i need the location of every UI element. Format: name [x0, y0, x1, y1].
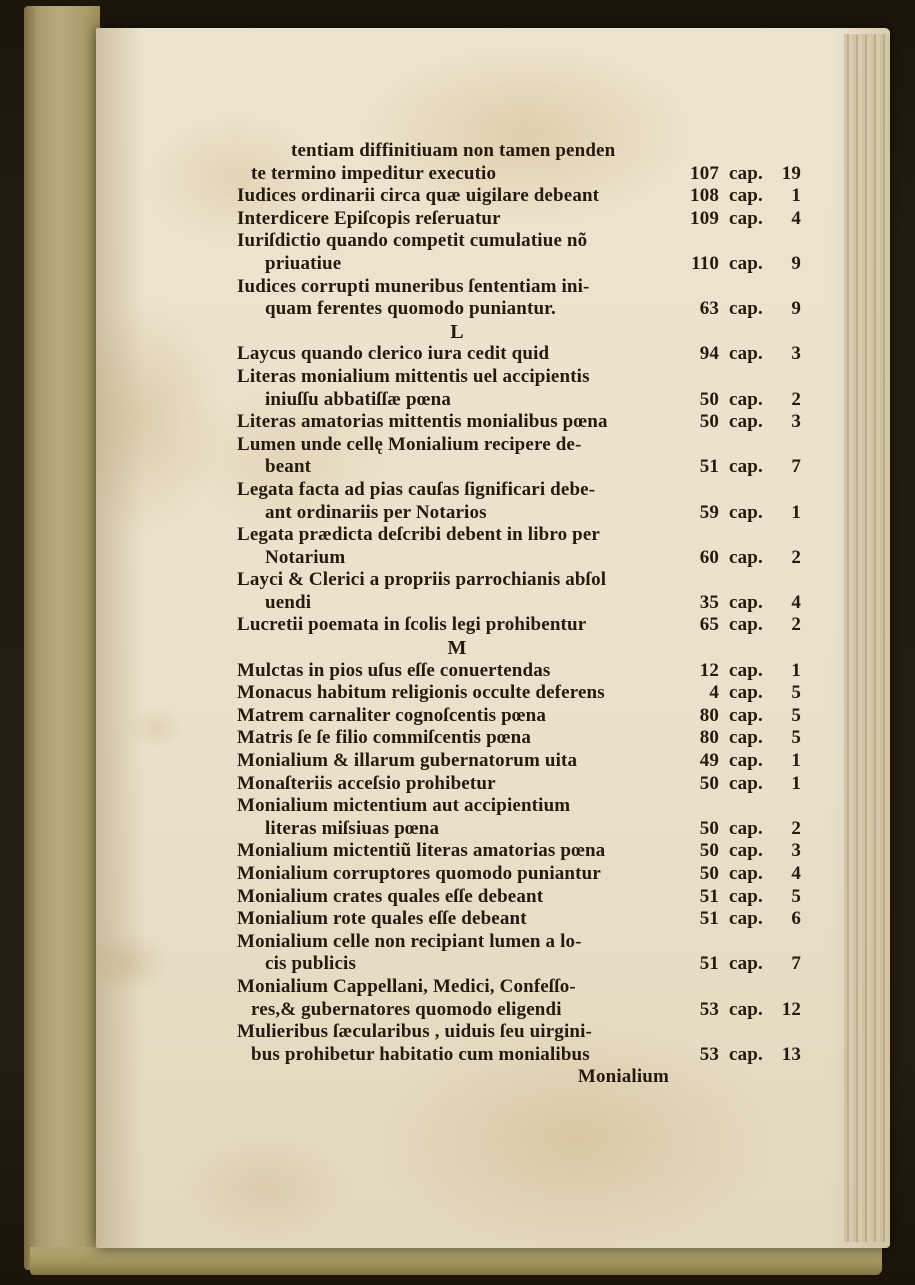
entry-chapter-number: 7: [791, 953, 801, 975]
entry-cap-label: cap.: [729, 546, 763, 568]
entry-page-number: 63: [699, 298, 719, 320]
entry-text: [237, 343, 673, 366]
entry-page-number: 50: [699, 388, 719, 410]
entry-cap-label: cap.: [729, 704, 763, 726]
index-entry: [237, 524, 801, 569]
entry-text: [237, 682, 673, 705]
entry-cap-label: cap.: [729, 750, 763, 772]
entry-text: [237, 524, 673, 569]
index-entry: [237, 479, 801, 524]
index-entry: [237, 1021, 801, 1066]
entry-text: [237, 795, 673, 840]
entry-cap-label: cap.: [729, 207, 763, 229]
entry-line: Lumen unde cellę Monialium recipere de-: [237, 433, 582, 455]
entry-line: Lucretii poemata in ſcolis legi prohibentur: [237, 614, 587, 636]
index-entry: [237, 208, 801, 231]
index-entry: [237, 276, 801, 321]
entry-chapter-number: 3: [791, 343, 801, 365]
entry-cap-label: cap.: [729, 591, 763, 613]
entry-text: [237, 434, 673, 479]
entry-page-number: 50: [699, 863, 719, 884]
entry-line: Interdicere Epiſcopis reſeruatur: [237, 207, 501, 229]
entry-page-number: 65: [699, 614, 719, 636]
entry-line: Matris ſe ſe filio commiſcentis pœna: [237, 727, 532, 749]
entry-chapter-number: 1: [791, 501, 801, 523]
entry-page-number: 50: [699, 411, 719, 433]
entry-text: [237, 208, 673, 231]
index-entry: [237, 434, 801, 479]
entry-line: Monacus habitum religionis occulte deferens: [237, 682, 605, 704]
entry-line: cis publicis: [265, 953, 357, 975]
entry-cap-label: cap.: [729, 908, 763, 930]
entry-cap-label: cap.: [729, 388, 763, 410]
entry-line: Matrem carnaliter cognoſcentis pœna: [237, 704, 547, 726]
entry-chapter-number: 1: [791, 750, 801, 772]
entry-text: [237, 660, 673, 683]
entry-cap-label: cap.: [729, 252, 763, 274]
index-entry: [237, 840, 801, 863]
index-entry: [237, 230, 801, 275]
entry-text: [237, 366, 673, 411]
entry-line: Monialium corruptores quomodo puniantur: [237, 863, 601, 884]
entry-text: [237, 976, 673, 1021]
entry-text: [237, 614, 673, 637]
entry-page-number: 109: [690, 207, 719, 229]
entry-line: Notarium: [265, 546, 346, 568]
entry-line: Monialium celle non recipiant lumen a lo-: [237, 930, 582, 952]
entry-line: Layci & Clerici a propriis parrochianis abſol: [237, 569, 607, 591]
entry-line: Monialium rote quales eſſe debeant: [237, 908, 527, 930]
index-entries: [237, 140, 801, 1066]
index-entry: [237, 185, 801, 208]
index-entry: [237, 773, 801, 796]
entry-line: Monialium & illarum gubernatorum uita: [237, 750, 578, 772]
entry-chapter-number: 7: [791, 456, 801, 478]
entry-chapter-number: 5: [791, 727, 801, 749]
entry-text: [237, 840, 673, 863]
index-entry: [237, 908, 801, 931]
entry-cap-label: cap.: [729, 682, 763, 704]
entry-cap-label: cap.: [729, 772, 763, 794]
index-entry: [237, 411, 801, 434]
entry-line: Iuriſdictio quando competit cumulatiue nõ: [237, 230, 588, 252]
book-cover-bottom: [30, 1247, 882, 1275]
entry-line: Monaſteriis acceſsio prohibetur: [237, 772, 496, 794]
entry-page-number: 50: [699, 840, 719, 862]
entry-chapter-number: 12: [781, 998, 801, 1020]
entry-chapter-number: 9: [791, 298, 801, 320]
entry-cap-label: cap.: [729, 162, 763, 184]
entry-chapter-number: 1: [791, 772, 801, 794]
entry-line: res,& gubernatores quomodo eligendi: [251, 998, 562, 1020]
entry-page-number: 49: [699, 750, 719, 772]
entry-chapter-number: 13: [781, 1043, 801, 1065]
index-entry: [237, 931, 801, 976]
page-edge-stack: [844, 34, 890, 1242]
entry-line: Literas amatorias mittentis monialibus pœna: [237, 411, 608, 433]
entry-text: [237, 1021, 673, 1066]
entry-chapter-number: 19: [781, 162, 801, 184]
entry-line: quam ferentes quomodo puniantur.: [265, 298, 556, 320]
entry-cap-label: cap.: [729, 998, 763, 1020]
entry-text: [237, 230, 673, 275]
entry-page-number: 107: [690, 162, 719, 184]
entry-cap-label: cap.: [729, 298, 763, 320]
entry-text: [237, 863, 673, 886]
entry-line: ant ordinariis per Notarios: [265, 501, 487, 523]
entry-line: tentiam diffinitiuam non tamen penden: [291, 140, 616, 161]
index-entry: [237, 569, 801, 614]
entry-chapter-number: 4: [791, 591, 801, 613]
catchword: Monialium: [577, 1066, 669, 1088]
entry-cap-label: cap.: [729, 727, 763, 749]
entry-text: [237, 727, 673, 750]
section-heading: L: [450, 320, 464, 343]
entry-chapter-number: 5: [791, 885, 801, 907]
entry-cap-label: cap.: [729, 456, 763, 478]
index-entry: [237, 886, 801, 909]
index-entry: [237, 750, 801, 773]
entry-cap-label: cap.: [729, 885, 763, 907]
index-entry: [237, 727, 801, 750]
entry-line: Iudices ordinarii circa quæ uigilare debeant: [237, 185, 600, 207]
entry-cap-label: cap.: [729, 343, 763, 365]
entry-text: [237, 705, 673, 728]
entry-line: Legata prædicta deſcribi debent in libro per: [237, 524, 601, 546]
entry-line: Monialium mictentiũ literas amatorias pœna: [237, 840, 606, 862]
entry-line: priuatiue: [265, 252, 342, 274]
entry-line: Mulctas in pios uſus eſſe conuertendas: [237, 659, 551, 681]
entry-chapter-number: 9: [791, 252, 801, 274]
entry-chapter-number: 3: [791, 840, 801, 862]
entry-line: literas miſsiuas pœna: [265, 817, 440, 839]
entry-chapter-number: 4: [791, 207, 801, 229]
book-page: [96, 28, 890, 1248]
entry-page-number: 53: [699, 998, 719, 1020]
entry-cap-label: cap.: [729, 659, 763, 681]
index-entry: [237, 614, 801, 637]
entry-cap-label: cap.: [729, 411, 763, 433]
entry-page-number: 50: [699, 817, 719, 839]
entry-page-number: 108: [690, 185, 719, 207]
index-entry: [237, 366, 801, 411]
entry-chapter-number: 4: [791, 863, 801, 884]
entry-text: [237, 750, 673, 773]
entry-page-number: 51: [699, 456, 719, 478]
entry-line: Legata facta ad pias cauſas ſignificari debe-: [237, 478, 596, 500]
entry-line: Mulieribus ſæcularibus , uiduis ſeu uirgini-: [237, 1021, 593, 1043]
entry-page-number: 59: [699, 501, 719, 523]
entry-line: bus prohibetur habitatio cum monialibus: [251, 1043, 590, 1065]
entry-line: te termino impeditur executio: [251, 162, 497, 184]
index-entry: [237, 343, 801, 366]
entry-cap-label: cap.: [729, 185, 763, 207]
index-entry: [237, 140, 801, 185]
entry-line: Monialium Cappellani, Medici, Confeſſo-: [237, 975, 576, 997]
entry-text: [237, 479, 673, 524]
entry-text: [237, 886, 673, 909]
entry-page-number: 51: [699, 885, 719, 907]
entry-chapter-number: 3: [791, 411, 801, 433]
entry-cap-label: cap.: [729, 817, 763, 839]
entry-cap-label: cap.: [729, 614, 763, 636]
index-entry: [237, 976, 801, 1021]
entry-page-number: 51: [699, 953, 719, 975]
entry-line: iniuſſu abbatiſſæ pœna: [265, 388, 451, 410]
entry-line: beant: [265, 456, 312, 478]
entry-line: Monialium crates quales eſſe debeant: [237, 885, 544, 907]
entry-text: [237, 773, 673, 796]
entry-chapter-number: 5: [791, 704, 801, 726]
entry-cap-label: cap.: [729, 840, 763, 862]
entry-page-number: 80: [699, 704, 719, 726]
entry-chapter-number: 2: [791, 546, 801, 568]
entry-cap-label: cap.: [729, 501, 763, 523]
entry-cap-label: cap.: [729, 953, 763, 975]
entry-line: Iudices corrupti muneribus ſententiam ini-: [237, 275, 590, 297]
index-text-block: [237, 140, 801, 1089]
index-entry: [237, 660, 801, 683]
entry-cap-label: cap.: [729, 863, 763, 884]
entry-text: [237, 411, 673, 434]
entry-line: Laycus quando clerico iura cedit quid: [237, 343, 550, 365]
index-entry: [237, 863, 801, 886]
entry-line: Monialium mictentium aut accipientium: [237, 795, 571, 817]
entry-text: [237, 569, 673, 614]
entry-text: [237, 931, 673, 976]
book-cover-left: [24, 6, 100, 1270]
entry-page-number: 110: [691, 252, 719, 274]
entry-chapter-number: 6: [791, 908, 801, 930]
entry-text: [237, 185, 673, 208]
entry-page-number: 50: [699, 772, 719, 794]
entry-page-number: 53: [699, 1043, 719, 1065]
entry-page-number: 60: [699, 546, 719, 568]
entry-chapter-number: 1: [791, 659, 801, 681]
index-entry: [237, 705, 801, 728]
entry-line: uendi: [265, 591, 312, 613]
entry-line: Literas monialium mittentis uel accipientis: [237, 365, 590, 387]
index-entry: [237, 795, 801, 840]
entry-chapter-number: 1: [791, 185, 801, 207]
entry-page-number: 94: [699, 343, 719, 365]
entry-page-number: 80: [699, 727, 719, 749]
entry-cap-label: cap.: [729, 1043, 763, 1065]
section-heading: M: [447, 637, 467, 660]
entry-chapter-number: 5: [791, 682, 801, 704]
entry-chapter-number: 2: [791, 388, 801, 410]
entry-text: [237, 908, 673, 931]
index-entry: [237, 682, 801, 705]
entry-page-number: 51: [699, 908, 719, 930]
entry-page-number: 12: [699, 659, 719, 681]
entry-page-number: 4: [709, 682, 719, 704]
entry-page-number: 35: [699, 591, 719, 613]
entry-text: [237, 140, 673, 185]
entry-chapter-number: 2: [791, 614, 801, 636]
entry-text: [237, 276, 673, 321]
entry-chapter-number: 2: [791, 817, 801, 839]
